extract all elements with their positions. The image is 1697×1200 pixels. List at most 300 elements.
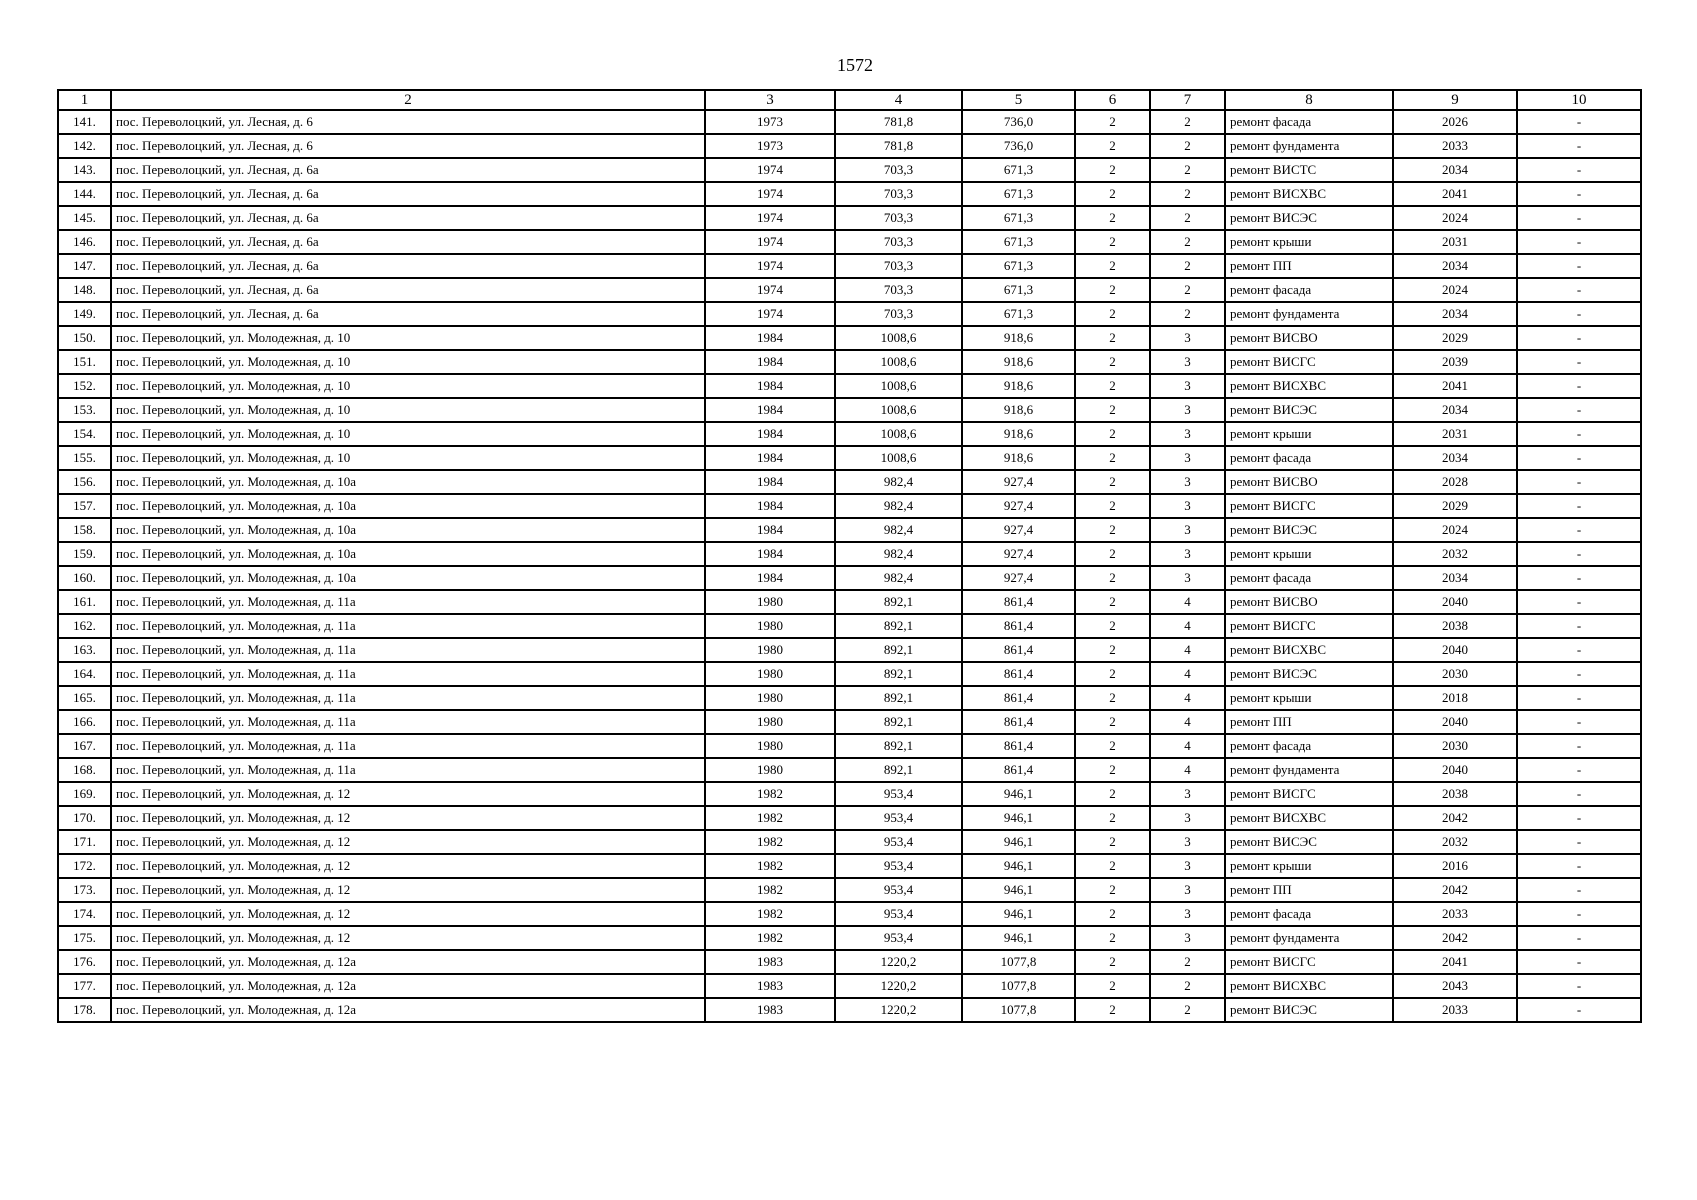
entrances-cell: 3 [1150,782,1225,806]
note-cell: - [1517,398,1641,422]
address-cell: пос. Переволоцкий, ул. Лесная, д. 6а [111,182,705,206]
work-type-cell: ремонт ВИСВО [1225,326,1393,350]
floors-cell: 2 [1075,662,1150,686]
entrances-cell: 2 [1150,182,1225,206]
note-cell: - [1517,830,1641,854]
table-row [58,662,1641,686]
work-type-cell: ремонт ВИСГС [1225,494,1393,518]
entrances-cell: 4 [1150,662,1225,686]
year-built-cell: 1974 [705,302,835,326]
table-row [58,110,1641,134]
table-row [58,638,1641,662]
planned-year-cell: 2034 [1393,566,1517,590]
table-row [58,806,1641,830]
row-number-cell: 148. [58,278,111,302]
work-type-cell: ремонт фасада [1225,278,1393,302]
floors-cell: 2 [1075,878,1150,902]
address-cell: пос. Переволоцкий, ул. Молодежная, д. 10 [111,422,705,446]
table-row [58,326,1641,350]
year-built-cell: 1984 [705,542,835,566]
work-type-cell: ремонт ВИСХВС [1225,638,1393,662]
living-area-cell: 1077,8 [962,998,1075,1022]
address-cell: пос. Переволоцкий, ул. Молодежная, д. 10а [111,566,705,590]
floors-cell: 2 [1075,758,1150,782]
living-area-cell: 927,4 [962,494,1075,518]
work-type-cell: ремонт ВИСГС [1225,614,1393,638]
year-built-cell: 1983 [705,974,835,998]
entrances-cell: 3 [1150,326,1225,350]
note-cell: - [1517,998,1641,1022]
planned-year-cell: 2038 [1393,782,1517,806]
address-cell: пос. Переволоцкий, ул. Молодежная, д. 10а [111,494,705,518]
floors-cell: 2 [1075,518,1150,542]
table-row [58,278,1641,302]
address-cell: пос. Переволоцкий, ул. Молодежная, д. 10 [111,446,705,470]
entrances-cell: 4 [1150,758,1225,782]
living-area-cell: 927,4 [962,518,1075,542]
year-built-cell: 1982 [705,782,835,806]
work-type-cell: ремонт ВИСЭС [1225,206,1393,230]
row-number-cell: 172. [58,854,111,878]
row-number-cell: 166. [58,710,111,734]
total-area-cell: 703,3 [835,278,962,302]
entrances-cell: 4 [1150,710,1225,734]
year-built-cell: 1982 [705,926,835,950]
table-row [58,542,1641,566]
entrances-cell: 3 [1150,494,1225,518]
entrances-cell: 4 [1150,734,1225,758]
row-number-cell: 169. [58,782,111,806]
planned-year-cell: 2041 [1393,950,1517,974]
row-number-cell: 168. [58,758,111,782]
living-area-cell: 918,6 [962,398,1075,422]
total-area-cell: 982,4 [835,494,962,518]
note-cell: - [1517,638,1641,662]
entrances-cell: 3 [1150,566,1225,590]
total-area-cell: 982,4 [835,470,962,494]
note-cell: - [1517,806,1641,830]
year-built-cell: 1980 [705,638,835,662]
table-row [58,494,1641,518]
year-built-cell: 1982 [705,878,835,902]
table-row [58,374,1641,398]
floors-cell: 2 [1075,902,1150,926]
living-area-cell: 861,4 [962,590,1075,614]
entrances-cell: 2 [1150,278,1225,302]
entrances-cell: 2 [1150,110,1225,134]
living-area-cell: 946,1 [962,926,1075,950]
address-cell: пос. Переволоцкий, ул. Молодежная, д. 12 [111,878,705,902]
total-area-cell: 982,4 [835,542,962,566]
year-built-cell: 1983 [705,950,835,974]
row-number-cell: 157. [58,494,111,518]
table-row [58,926,1641,950]
row-number-cell: 156. [58,470,111,494]
planned-year-cell: 2018 [1393,686,1517,710]
planned-year-cell: 2034 [1393,158,1517,182]
address-cell: пос. Переволоцкий, ул. Молодежная, д. 12 [111,854,705,878]
total-area-cell: 781,8 [835,134,962,158]
living-area-cell: 671,3 [962,206,1075,230]
planned-year-cell: 2024 [1393,206,1517,230]
entrances-cell: 2 [1150,254,1225,278]
floors-cell: 2 [1075,614,1150,638]
floors-cell: 2 [1075,926,1150,950]
column-header-8: 8 [1225,90,1393,110]
work-type-cell: ремонт ВИСГС [1225,950,1393,974]
row-number-cell: 150. [58,326,111,350]
floors-cell: 2 [1075,326,1150,350]
address-cell: пос. Переволоцкий, ул. Молодежная, д. 11а [111,686,705,710]
address-cell: пос. Переволоцкий, ул. Молодежная, д. 10а [111,518,705,542]
note-cell: - [1517,518,1641,542]
living-area-cell: 946,1 [962,830,1075,854]
floors-cell: 2 [1075,446,1150,470]
row-number-cell: 162. [58,614,111,638]
living-area-cell: 946,1 [962,902,1075,926]
table-row [58,590,1641,614]
note-cell: - [1517,710,1641,734]
page-number: 1572 [837,55,873,75]
note-cell: - [1517,446,1641,470]
living-area-cell: 918,6 [962,326,1075,350]
table-row [58,686,1641,710]
address-cell: пос. Переволоцкий, ул. Лесная, д. 6 [111,110,705,134]
table-row [58,614,1641,638]
address-cell: пос. Переволоцкий, ул. Лесная, д. 6а [111,158,705,182]
address-cell: пос. Переволоцкий, ул. Молодежная, д. 10 [111,350,705,374]
entrances-cell: 2 [1150,998,1225,1022]
entrances-cell: 3 [1150,830,1225,854]
planned-year-cell: 2024 [1393,518,1517,542]
planned-year-cell: 2040 [1393,590,1517,614]
note-cell: - [1517,950,1641,974]
work-type-cell: ремонт фасада [1225,566,1393,590]
entrances-cell: 2 [1150,974,1225,998]
entrances-cell: 3 [1150,902,1225,926]
living-area-cell: 918,6 [962,422,1075,446]
note-cell: - [1517,902,1641,926]
address-cell: пос. Переволоцкий, ул. Молодежная, д. 12а [111,950,705,974]
table-row [58,398,1641,422]
entrances-cell: 3 [1150,926,1225,950]
work-type-cell: ремонт ВИСХВС [1225,374,1393,398]
address-cell: пос. Переволоцкий, ул. Лесная, д. 6а [111,206,705,230]
living-area-cell: 861,4 [962,734,1075,758]
total-area-cell: 1008,6 [835,446,962,470]
work-type-cell: ремонт ВИСВО [1225,590,1393,614]
total-area-cell: 1008,6 [835,422,962,446]
table-row [58,446,1641,470]
work-type-cell: ремонт ВИСХВС [1225,974,1393,998]
table-row [58,998,1641,1022]
planned-year-cell: 2032 [1393,542,1517,566]
note-cell: - [1517,134,1641,158]
floors-cell: 2 [1075,278,1150,302]
entrances-cell: 3 [1150,446,1225,470]
table-row [58,950,1641,974]
table-row [58,350,1641,374]
floors-cell: 2 [1075,254,1150,278]
planned-year-cell: 2034 [1393,446,1517,470]
living-area-cell: 918,6 [962,374,1075,398]
year-built-cell: 1984 [705,494,835,518]
year-built-cell: 1984 [705,518,835,542]
living-area-cell: 671,3 [962,302,1075,326]
note-cell: - [1517,566,1641,590]
address-cell: пос. Переволоцкий, ул. Молодежная, д. 11а [111,590,705,614]
total-area-cell: 1220,2 [835,974,962,998]
planned-year-cell: 2043 [1393,974,1517,998]
total-area-cell: 892,1 [835,638,962,662]
floors-cell: 2 [1075,230,1150,254]
address-cell: пос. Переволоцкий, ул. Лесная, д. 6а [111,278,705,302]
work-type-cell: ремонт ВИСЭС [1225,998,1393,1022]
row-number-cell: 149. [58,302,111,326]
entrances-cell: 2 [1150,230,1225,254]
entrances-cell: 2 [1150,134,1225,158]
planned-year-cell: 2042 [1393,926,1517,950]
table-row [58,182,1641,206]
total-area-cell: 953,4 [835,854,962,878]
floors-cell: 2 [1075,638,1150,662]
floors-cell: 2 [1075,566,1150,590]
row-number-cell: 165. [58,686,111,710]
note-cell: - [1517,422,1641,446]
total-area-cell: 892,1 [835,590,962,614]
address-cell: пос. Переволоцкий, ул. Молодежная, д. 10а [111,470,705,494]
planned-year-cell: 2032 [1393,830,1517,854]
total-area-cell: 892,1 [835,662,962,686]
table-row [58,734,1641,758]
row-number-cell: 155. [58,446,111,470]
total-area-cell: 1008,6 [835,326,962,350]
planned-year-cell: 2024 [1393,278,1517,302]
address-cell: пос. Переволоцкий, ул. Лесная, д. 6а [111,302,705,326]
row-number-cell: 153. [58,398,111,422]
work-type-cell: ремонт ВИСГС [1225,350,1393,374]
floors-cell: 2 [1075,470,1150,494]
year-built-cell: 1984 [705,566,835,590]
address-cell: пос. Переволоцкий, ул. Лесная, д. 6а [111,254,705,278]
floors-cell: 2 [1075,734,1150,758]
total-area-cell: 892,1 [835,710,962,734]
note-cell: - [1517,758,1641,782]
planned-year-cell: 2041 [1393,182,1517,206]
living-area-cell: 861,4 [962,638,1075,662]
row-number-cell: 177. [58,974,111,998]
total-area-cell: 703,3 [835,302,962,326]
planned-year-cell: 2038 [1393,614,1517,638]
year-built-cell: 1980 [705,686,835,710]
living-area-cell: 946,1 [962,854,1075,878]
work-type-cell: ремонт фундамента [1225,302,1393,326]
address-cell: пос. Переволоцкий, ул. Молодежная, д. 12 [111,806,705,830]
entrances-cell: 3 [1150,422,1225,446]
note-cell: - [1517,350,1641,374]
living-area-cell: 861,4 [962,662,1075,686]
note-cell: - [1517,590,1641,614]
note-cell: - [1517,182,1641,206]
year-built-cell: 1974 [705,182,835,206]
floors-cell: 2 [1075,590,1150,614]
entrances-cell: 3 [1150,398,1225,422]
table-row [58,254,1641,278]
table-row [58,158,1641,182]
planned-year-cell: 2040 [1393,638,1517,662]
living-area-cell: 671,3 [962,254,1075,278]
year-built-cell: 1980 [705,614,835,638]
note-cell: - [1517,926,1641,950]
floors-cell: 2 [1075,422,1150,446]
entrances-cell: 2 [1150,158,1225,182]
work-type-cell: ремонт ВИСГС [1225,782,1393,806]
table-row [58,230,1641,254]
floors-cell: 2 [1075,542,1150,566]
address-cell: пос. Переволоцкий, ул. Молодежная, д. 12а [111,998,705,1022]
work-type-cell: ремонт крыши [1225,542,1393,566]
address-cell: пос. Переволоцкий, ул. Молодежная, д. 12 [111,902,705,926]
entrances-cell: 3 [1150,470,1225,494]
floors-cell: 2 [1075,350,1150,374]
address-cell: пос. Переволоцкий, ул. Молодежная, д. 12 [111,926,705,950]
floors-cell: 2 [1075,854,1150,878]
living-area-cell: 946,1 [962,878,1075,902]
planned-year-cell: 2026 [1393,110,1517,134]
work-type-cell: ремонт ВИСХВС [1225,182,1393,206]
living-area-cell: 861,4 [962,710,1075,734]
row-number-cell: 152. [58,374,111,398]
planned-year-cell: 2034 [1393,302,1517,326]
row-number-cell: 160. [58,566,111,590]
living-area-cell: 1077,8 [962,974,1075,998]
row-number-cell: 143. [58,158,111,182]
planned-year-cell: 2029 [1393,494,1517,518]
work-type-cell: ремонт фасада [1225,110,1393,134]
living-area-cell: 927,4 [962,566,1075,590]
planned-year-cell: 2033 [1393,902,1517,926]
table-row [58,854,1641,878]
floors-cell: 2 [1075,710,1150,734]
address-cell: пос. Переволоцкий, ул. Молодежная, д. 11а [111,662,705,686]
planned-year-cell: 2030 [1393,734,1517,758]
table-row [58,206,1641,230]
floors-cell: 2 [1075,158,1150,182]
year-built-cell: 1983 [705,998,835,1022]
living-area-cell: 861,4 [962,758,1075,782]
address-cell: пос. Переволоцкий, ул. Молодежная, д. 11а [111,638,705,662]
year-built-cell: 1982 [705,830,835,854]
total-area-cell: 1220,2 [835,950,962,974]
planned-year-cell: 2028 [1393,470,1517,494]
living-area-cell: 736,0 [962,110,1075,134]
floors-cell: 2 [1075,830,1150,854]
note-cell: - [1517,206,1641,230]
floors-cell: 2 [1075,110,1150,134]
year-built-cell: 1984 [705,422,835,446]
note-cell: - [1517,734,1641,758]
total-area-cell: 703,3 [835,158,962,182]
entrances-cell: 4 [1150,590,1225,614]
year-built-cell: 1980 [705,710,835,734]
planned-year-cell: 2033 [1393,998,1517,1022]
note-cell: - [1517,878,1641,902]
work-type-cell: ремонт фасада [1225,734,1393,758]
year-built-cell: 1982 [705,902,835,926]
note-cell: - [1517,542,1641,566]
year-built-cell: 1984 [705,350,835,374]
work-type-cell: ремонт ВИСЭС [1225,518,1393,542]
entrances-cell: 2 [1150,206,1225,230]
total-area-cell: 953,4 [835,878,962,902]
year-built-cell: 1980 [705,662,835,686]
planned-year-cell: 2030 [1393,662,1517,686]
address-cell: пос. Переволоцкий, ул. Молодежная, д. 10 [111,326,705,350]
row-number-cell: 144. [58,182,111,206]
entrances-cell: 3 [1150,854,1225,878]
year-built-cell: 1984 [705,326,835,350]
total-area-cell: 892,1 [835,734,962,758]
row-number-cell: 151. [58,350,111,374]
note-cell: - [1517,158,1641,182]
row-number-cell: 141. [58,110,111,134]
note-cell: - [1517,974,1641,998]
living-area-cell: 946,1 [962,806,1075,830]
work-type-cell: ремонт ВИСТС [1225,158,1393,182]
floors-cell: 2 [1075,206,1150,230]
planned-year-cell: 2029 [1393,326,1517,350]
floors-cell: 2 [1075,686,1150,710]
living-area-cell: 671,3 [962,182,1075,206]
work-type-cell: ремонт ПП [1225,878,1393,902]
note-cell: - [1517,110,1641,134]
entrances-cell: 3 [1150,878,1225,902]
living-area-cell: 946,1 [962,782,1075,806]
address-cell: пос. Переволоцкий, ул. Молодежная, д. 12а [111,974,705,998]
living-area-cell: 927,4 [962,470,1075,494]
address-cell: пос. Переволоцкий, ул. Лесная, д. 6а [111,230,705,254]
living-area-cell: 927,4 [962,542,1075,566]
column-header-6: 6 [1075,90,1150,110]
total-area-cell: 953,4 [835,830,962,854]
total-area-cell: 892,1 [835,758,962,782]
column-header-2: 2 [111,90,705,110]
entrances-cell: 3 [1150,374,1225,398]
living-area-cell: 861,4 [962,614,1075,638]
year-built-cell: 1973 [705,110,835,134]
planned-year-cell: 2042 [1393,878,1517,902]
total-area-cell: 953,4 [835,902,962,926]
row-number-cell: 164. [58,662,111,686]
table-row [58,878,1641,902]
column-header-3: 3 [705,90,835,110]
note-cell: - [1517,662,1641,686]
row-number-cell: 147. [58,254,111,278]
living-area-cell: 671,3 [962,158,1075,182]
row-number-cell: 158. [58,518,111,542]
address-cell: пос. Переволоцкий, ул. Молодежная, д. 11а [111,614,705,638]
note-cell: - [1517,326,1641,350]
living-area-cell: 918,6 [962,350,1075,374]
row-number-cell: 178. [58,998,111,1022]
column-header-10: 10 [1517,90,1641,110]
table-row [58,302,1641,326]
planned-year-cell: 2040 [1393,710,1517,734]
note-cell: - [1517,686,1641,710]
work-type-cell: ремонт ВИСВО [1225,470,1393,494]
year-built-cell: 1973 [705,134,835,158]
total-area-cell: 953,4 [835,782,962,806]
